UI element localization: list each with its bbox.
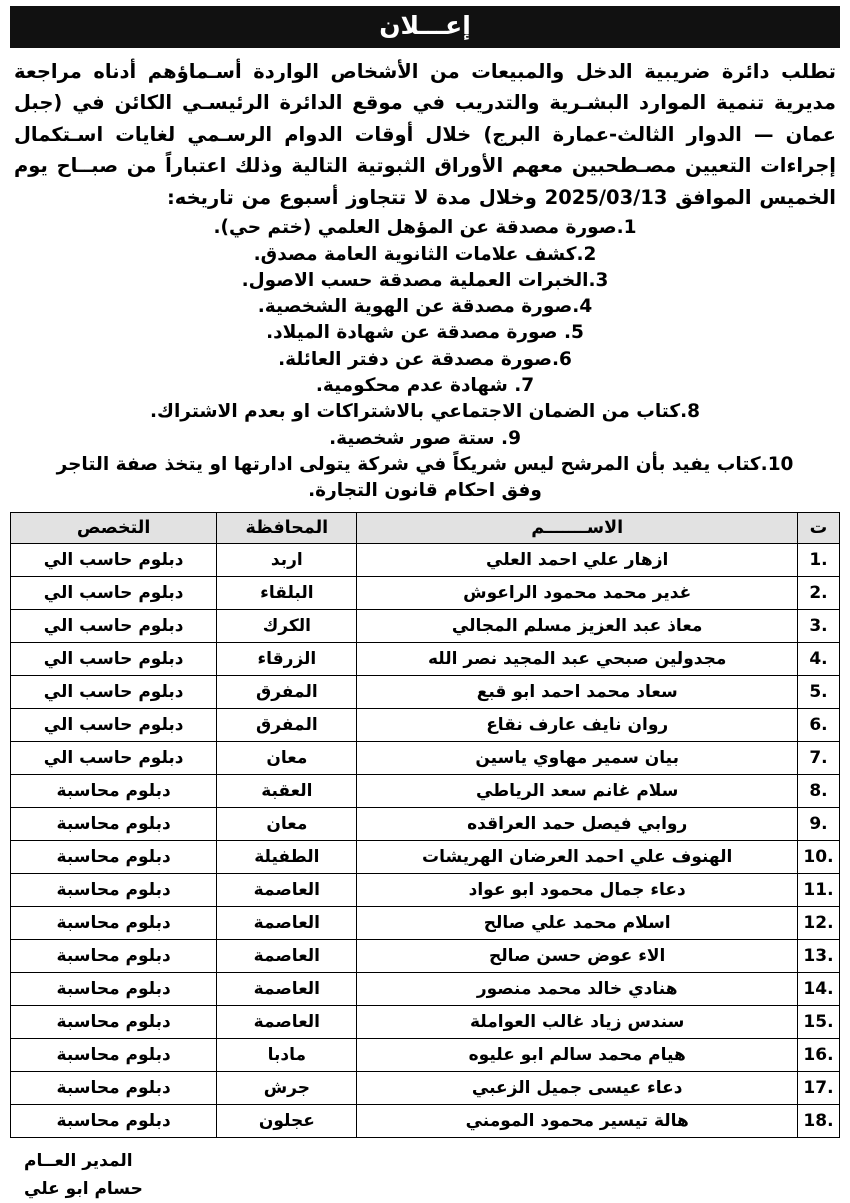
cell-index: .7 (797, 742, 839, 775)
signature-name: حسام ابو علي (24, 1178, 143, 1199)
cell-index: .18 (797, 1105, 839, 1138)
cell-name: الاء عوض حسن صالح (357, 940, 798, 973)
cell-governorate: الطفيلة (217, 841, 357, 874)
cell-index: .16 (797, 1039, 839, 1072)
table-row (11, 610, 840, 643)
cell-governorate: العاصمة (217, 940, 357, 973)
cell-specialty: دبلوم حاسب الي (11, 544, 217, 577)
cell-name: سندس زياد غالب العواملة (357, 1006, 798, 1039)
list-item: 4.صورة مصدقة عن الهوية الشخصية. (257, 296, 593, 318)
cell-name: ازهار علي احمد العلي (357, 544, 798, 577)
table-row (11, 709, 840, 742)
cell-specialty: دبلوم حاسب الي (11, 676, 217, 709)
cell-name: دعاء جمال محمود ابو عواد (357, 874, 798, 907)
list-item: 10.كتاب يفيد بأن المرشح ليس شريكاً في شركة يتولى ادارتها او يتخذ صفة التاجر (56, 453, 794, 475)
cell-index: .12 (797, 907, 839, 940)
cell-index: .5 (797, 676, 839, 709)
requirements-list (10, 215, 840, 504)
table-row (11, 1072, 840, 1105)
list-item: 6.صورة مصدقة عن دفتر العائلة. (278, 348, 572, 370)
candidates-table (10, 512, 840, 1138)
cell-governorate: اربد (217, 544, 357, 577)
cell-specialty: دبلوم محاسبة (11, 1105, 217, 1138)
cell-index: .2 (797, 577, 839, 610)
table-row (11, 775, 840, 808)
cell-name: مجدولين صبحي عبد المجيد نصر الله (357, 643, 798, 676)
cell-name: هنادي خالد محمد منصور (357, 973, 798, 1006)
table-row (11, 1039, 840, 1072)
table-row (11, 742, 840, 775)
cell-name: روان نايف عارف نقاع (357, 709, 798, 742)
cell-index: .1 (797, 544, 839, 577)
cell-governorate: البلقاء (217, 577, 357, 610)
cell-name: معاذ عبد العزيز مسلم المجالي (357, 610, 798, 643)
cell-index: .9 (797, 808, 839, 841)
column-header-governorate: المحافظة (217, 513, 357, 544)
cell-name: بيان سمير مهاوي ياسين (357, 742, 798, 775)
cell-specialty: دبلوم محاسبة (11, 808, 217, 841)
page-title: إعـــلان (10, 6, 840, 48)
cell-name: سلام غانم سعد الرياطي (357, 775, 798, 808)
list-item: 3.الخبرات العملية مصدقة حسب الاصول. (241, 269, 609, 291)
cell-index: .6 (797, 709, 839, 742)
cell-governorate: المفرق (217, 709, 357, 742)
cell-index: .10 (797, 841, 839, 874)
cell-specialty: دبلوم محاسبة (11, 907, 217, 940)
cell-governorate: العاصمة (217, 907, 357, 940)
cell-index: .3 (797, 610, 839, 643)
table-row (11, 1006, 840, 1039)
cell-name: الهنوف علي احمد العرضان الهريشات (357, 841, 798, 874)
cell-name: هيام محمد سالم ابو عليوه (357, 1039, 798, 1072)
cell-specialty: دبلوم محاسبة (11, 1039, 217, 1072)
signature-title: المدير العــام (24, 1151, 133, 1172)
list-item: 8.كتاب من الضمان الاجتماعي بالاشتراكات او بعدم الاشتراك. (149, 401, 701, 423)
cell-name: غدير محمد محمود الراعوش (357, 577, 798, 610)
cell-index: .15 (797, 1006, 839, 1039)
cell-name: هالة تيسير محمود المومني (357, 1105, 798, 1138)
cell-governorate: المفرق (217, 676, 357, 709)
cell-specialty: دبلوم محاسبة (11, 973, 217, 1006)
table-row (11, 973, 840, 1006)
signature-block (10, 1148, 840, 1202)
cell-index: .8 (797, 775, 839, 808)
cell-governorate: معان (217, 742, 357, 775)
table-row (11, 940, 840, 973)
cell-specialty: دبلوم محاسبة (11, 874, 217, 907)
cell-specialty: دبلوم محاسبة (11, 1006, 217, 1039)
list-item: 2.كشف علامات الثانوية العامة مصدق. (253, 243, 597, 265)
cell-index: .13 (797, 940, 839, 973)
list-item: 1.صورة مصدقة عن المؤهل العلمي (ختم حي). (213, 217, 637, 239)
list-item: 5. صورة مصدقة عن شهادة الميلاد. (266, 322, 584, 344)
cell-index: .14 (797, 973, 839, 1006)
cell-governorate: مادبا (217, 1039, 357, 1072)
table-row (11, 643, 840, 676)
list-item: 7. شهادة عدم محكومية. (315, 374, 535, 396)
cell-specialty: دبلوم حاسب الي (11, 709, 217, 742)
table-row (11, 544, 840, 577)
cell-index: .11 (797, 874, 839, 907)
cell-governorate: العقبة (217, 775, 357, 808)
cell-specialty: دبلوم محاسبة (11, 1072, 217, 1105)
cell-specialty: دبلوم حاسب الي (11, 643, 217, 676)
column-header-name: الاســـــــم (357, 513, 798, 544)
cell-name: روابي فيصل حمد العراقده (357, 808, 798, 841)
cell-name: اسلام محمد علي صالح (357, 907, 798, 940)
table-row (11, 1105, 840, 1138)
table-header-row (11, 513, 840, 544)
cell-governorate: العاصمة (217, 874, 357, 907)
cell-name: سعاد محمد احمد ابو قبع (357, 676, 798, 709)
cell-governorate: الكرك (217, 610, 357, 643)
cell-index: .17 (797, 1072, 839, 1105)
cell-governorate: جرش (217, 1072, 357, 1105)
table-row (11, 808, 840, 841)
table-row (11, 907, 840, 940)
cell-specialty: دبلوم محاسبة (11, 940, 217, 973)
cell-governorate: العاصمة (217, 973, 357, 1006)
list-item-continuation: وفق احكام قانون التجارة. (308, 480, 542, 502)
table-body (11, 544, 840, 1138)
table-row (11, 676, 840, 709)
list-item: 9. ستة صور شخصية. (329, 427, 521, 449)
intro-paragraph: تطلب دائرة ضريبية الدخل والمبيعات من الأشخاص الواردة أسـماؤهم أدناه مراجعة مديرية تنمية الموارد البشـرية والتدريب في موقع الدائرة الرئيسـي الكائن في (جبل عمان — الدوار الثالث-عمارة البرج) خلال أوقات الدوام الرسـمي لغايات اسـتكمال إجراءات التعيين مصـطحبين معهم الأوراق الثبوتية التالية وذلك اعتباراً من صبــاح يوم الخميس الموافق 2025/03/13 وخلال مدة لا تتجاوز أسبوع من تاريخه: (14, 59, 836, 209)
cell-governorate: معان (217, 808, 357, 841)
cell-specialty: دبلوم حاسب الي (11, 742, 217, 775)
table-row (11, 841, 840, 874)
cell-specialty: دبلوم حاسب الي (11, 610, 217, 643)
cell-governorate: الزرقاء (217, 643, 357, 676)
cell-governorate: العاصمة (217, 1006, 357, 1039)
cell-index: .4 (797, 643, 839, 676)
cell-specialty: دبلوم محاسبة (11, 841, 217, 874)
column-header-specialty: التخصص (11, 513, 217, 544)
table-row (11, 874, 840, 907)
cell-governorate: عجلون (217, 1105, 357, 1138)
cell-name: دعاء عيسى جميل الزعبي (357, 1072, 798, 1105)
cell-specialty: دبلوم حاسب الي (11, 577, 217, 610)
table-row (11, 577, 840, 610)
cell-specialty: دبلوم محاسبة (11, 775, 217, 808)
column-header-index: ت (797, 513, 839, 544)
